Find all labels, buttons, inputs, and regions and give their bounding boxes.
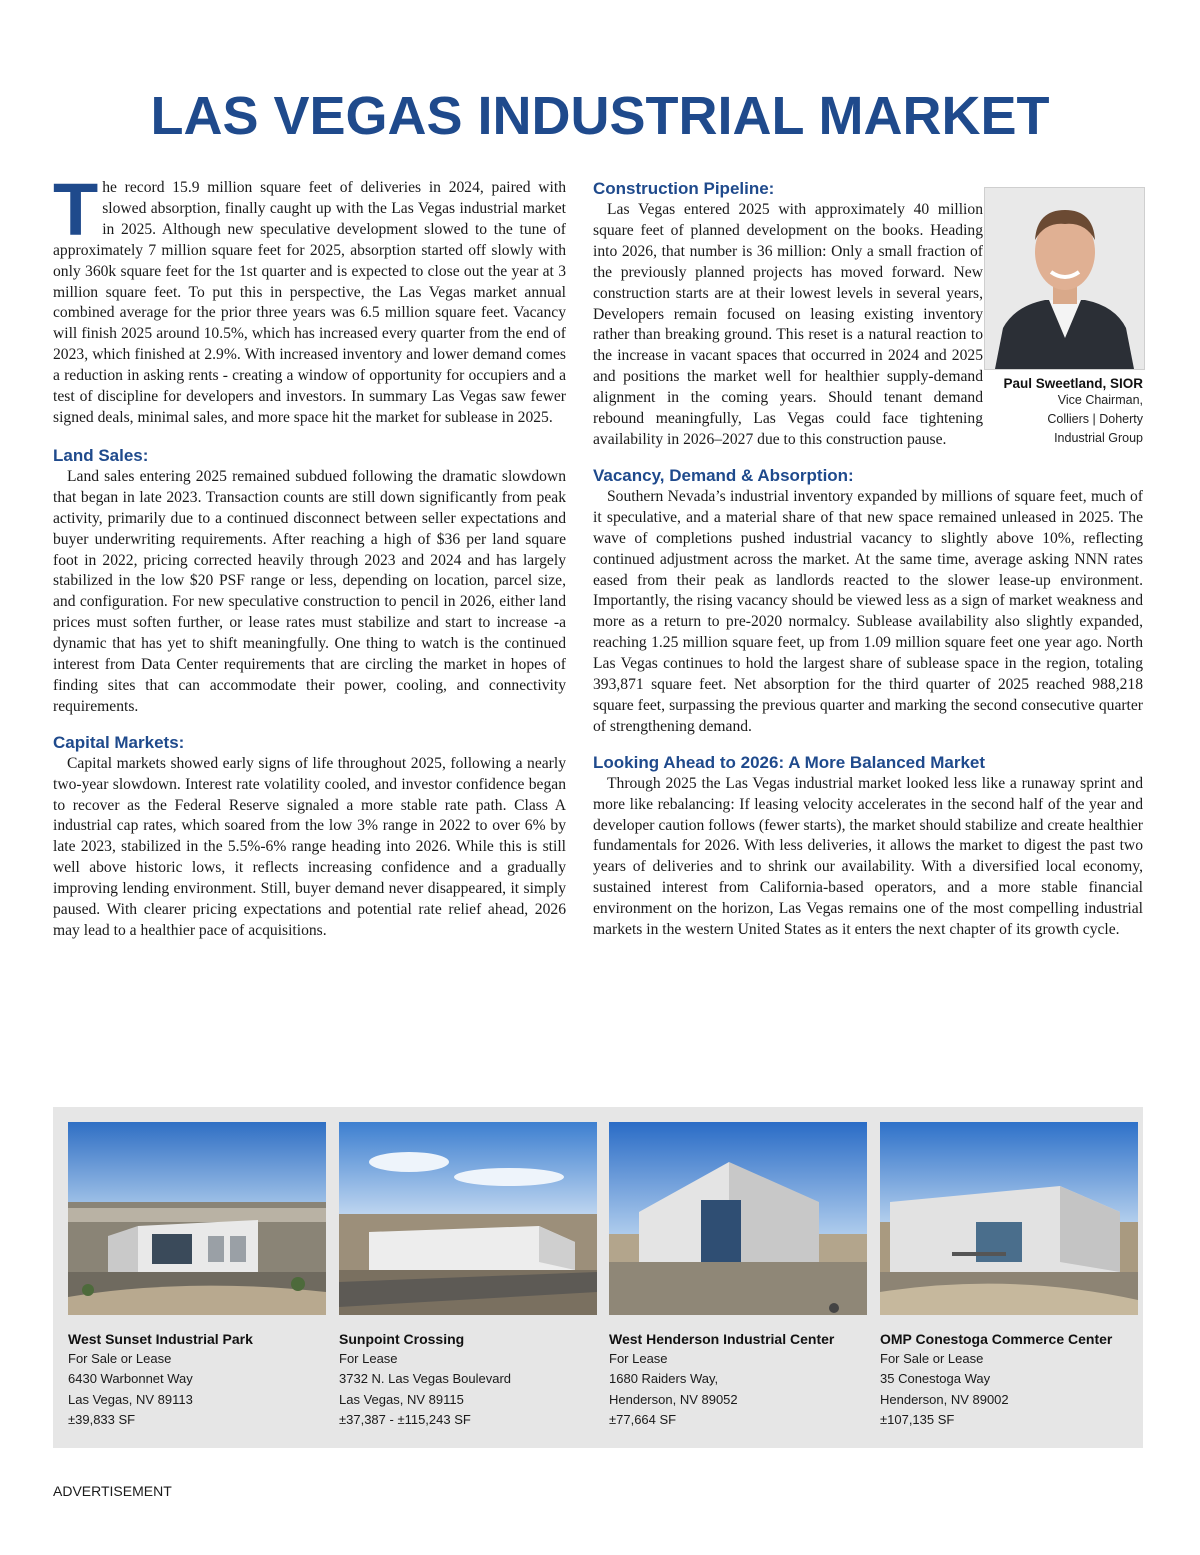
land-sales-paragraph: Land sales entering 2025 remained subdued following the dramatic slowdown that began in late 2023. Transaction counts are still down significantly from peak activity, primarily due to a continued disconnect between seller expectations and buyer underwriting requirements. After reaching a high of $36 per land square foot in 2022, pricing corrected heavily through 2023 and 2024 and has largely stabilized in the low $20 PSF range or less, depending on location, parcel size, and configuration. For new speculative construction to pencil in 2026, either land prices must soften further, or lease rates must stabilize and start to increase -a dynamic that has yet to shift meaningfully. One thing to watch is the continued interest from Data Center requirements that are circling the market in hopes of finding sites that can accommodate their power, cooling, and connectivity requirements. — [53, 467, 566, 715]
property-size: ±77,664 SF — [609, 1411, 677, 1427]
property-name: OMP Conestoga Commerce Center — [880, 1331, 1113, 1347]
author-title — [984, 391, 1143, 448]
property-listings-panel — [53, 1107, 1143, 1448]
author-name: Paul Sweetland, SIOR — [1003, 376, 1143, 391]
property-address: 3732 N. Las Vegas Boulevard — [339, 1371, 512, 1387]
author-photo — [984, 187, 1145, 370]
vacancy-paragraph: Southern Nevada’s industrial inventory expanded by millions of square feet, much of it speculative, and a material share of that new space remained unleased in 2025. The wave of completions pushed industrial vacancy to slightly above 10%, reflecting continued adjustment across the market. At the same time, average asking NNN rates eased from their peak as landlords reacted to the slower lease-up environment. Importantly, the rising vacancy should be viewed less as a sign of market weakness and more as a return to pre-2020 normalcy. Sublease availability also slightly expanded, reaching 1.25 million square feet, up from 1.09 million square feet one year ago. North Las Vegas continues to hold the largest share of sublease space in the region, totaling 393,871 square feet. Net absorption for the third quarter of 2025 reached 988,218 square feet, surpassing the previous quarter and marking the second consecutive quarter of strengthening demand. — [593, 487, 1143, 735]
author-title-line: Vice Chairman, — [1057, 393, 1143, 407]
property-info — [609, 1329, 867, 1430]
property-name: West Sunset Industrial Park — [68, 1331, 253, 1347]
author-title-line: Industrial Group — [1054, 431, 1143, 445]
author-profile — [984, 187, 1143, 448]
intro-paragraph: he record 15.9 million square feet of deliveries in 2024, paired with slowed absorption, finally caught up with the Las Vegas industrial market in 2025. Although new speculative development slowed to the tune of approximately 7 million square feet for 2025, absorption started off slowly with only 360k square feet for the 1st quarter and is expected to close out the year at 3 million square feet. To put this in perspective, the Las Vegas market annual combined average for the prior three years was 6.5 million square feet. Vacancy will finish 2025 around 10.5%, which has increased every quarter from the end of 2023, which finished at 2.9%. With increased inventory and lower demand comes a reduction in asking rents - creating a window of opportunity for occupiers and a test of discipline for developers and investors. In summary Las Vegas saw fewer signed deals, minimal sales, and more space hit the market for sublease in 2025. — [53, 179, 566, 426]
property-status: For Sale or Lease — [68, 1351, 172, 1366]
person-portrait-icon — [985, 188, 1144, 369]
intro-section — [53, 168, 566, 429]
property-size: ±37,387 - ±115,243 SF — [339, 1411, 471, 1427]
property-card[interactable] — [609, 1122, 867, 1430]
property-city: Henderson, NV 89002 — [880, 1391, 1009, 1407]
property-status: For Lease — [339, 1351, 398, 1366]
property-size: ±107,135 SF — [880, 1411, 955, 1427]
property-photo — [880, 1122, 1138, 1315]
construction-paragraph: Las Vegas entered 2025 with approximately 40 million square feet of planned development on the books. Heading into 2026, that number is 36 million: Only a small fraction of the previously planned projects has moved forward. New construction starts are at their lowest levels in several years, Developers remain focused on leasing existing inventory rather than breaking ground. This reset is a natural reaction to the increase in vacant spaces that occurred in 2024 and 2025 and positions the market well for healthier supply-demand alignment in the coming years. Should tenant demand rebound meaningfully, Las Vegas could face tightening availability in 2026–2027 due to this construction pause. — [593, 201, 983, 448]
land-sales-heading: Land Sales: — [53, 445, 149, 465]
author-title-line: Colliers | Doherty — [1047, 412, 1143, 426]
property-photo — [339, 1122, 597, 1315]
property-photo — [609, 1122, 867, 1315]
property-city: Las Vegas, NV 89113 — [68, 1391, 193, 1407]
vacancy-heading: Vacancy, Demand & Absorption: — [593, 465, 854, 485]
page-title: LAS VEGAS INDUSTRIAL MARKET — [150, 86, 1050, 146]
property-address: 6430 Warbonnet Way — [68, 1371, 193, 1387]
looking-ahead-heading: Looking Ahead to 2026: A More Balanced Market — [593, 752, 986, 772]
looking-ahead-paragraph: Through 2025 the Las Vegas industrial market looked less like a runaway sprint and more like rebalancing: If leasing velocity accelerates in the second half of the year and developer caution follows (fewer starts), the market should stabilize and create healthier fundamentals for 2026. With less deliveries, it allows the market to digest the past two years of deliveries and to shrink our availability. With a diversified local economy, sustained interest from California-based operators, and a more stable financial environment on the horizon, Las Vegas remains one of the most compelling industrial markets in the western United States as it enters the next chapter of its growth cycle. — [593, 774, 1143, 939]
capital-markets-paragraph: Capital markets showed early signs of life throughout 2025, following a nearly two-year slowdown. Interest rate volatility cooled, and investor confidence began to recover as the Federal Reserve signaled a more stable rate path. Class A industrial cap rates, which soared from the low 3% range in 2022 to over 6% by late 2023, stabilized in the 5.5%-6% range heading into 2026. While this is still well above historic lows, it reflects increasing confidence and a gradually improving lending environment. Still, buyer demand never disappeared, it simply paused. With clearer pricing expectations and potential rate relief ahead, 2026 may lead to a healthier pace of acquisitions. — [53, 754, 566, 939]
property-address: 35 Conestoga Way — [880, 1371, 991, 1387]
property-info — [339, 1329, 597, 1430]
property-photo — [68, 1122, 326, 1315]
property-name: Sunpoint Crossing — [339, 1331, 465, 1347]
property-card[interactable] — [880, 1122, 1138, 1430]
property-status: For Lease — [609, 1351, 668, 1366]
advertisement-label: ADVERTISEMENT — [53, 1483, 172, 1499]
property-name: West Henderson Industrial Center — [609, 1331, 835, 1347]
property-city: Las Vegas, NV 89115 — [339, 1391, 464, 1407]
property-city: Henderson, NV 89052 — [609, 1391, 738, 1407]
property-card[interactable] — [68, 1122, 326, 1430]
drop-cap: T — [53, 168, 99, 251]
property-size: ±39,833 SF — [68, 1411, 136, 1427]
property-card[interactable] — [339, 1122, 597, 1430]
construction-heading: Construction Pipeline: — [593, 179, 775, 198]
property-info — [68, 1329, 326, 1430]
property-info — [880, 1329, 1138, 1430]
property-status: For Sale or Lease — [880, 1351, 984, 1366]
property-address: 1680 Raiders Way, — [609, 1371, 719, 1387]
left-column — [53, 168, 566, 942]
capital-markets-heading: Capital Markets: — [53, 732, 185, 752]
